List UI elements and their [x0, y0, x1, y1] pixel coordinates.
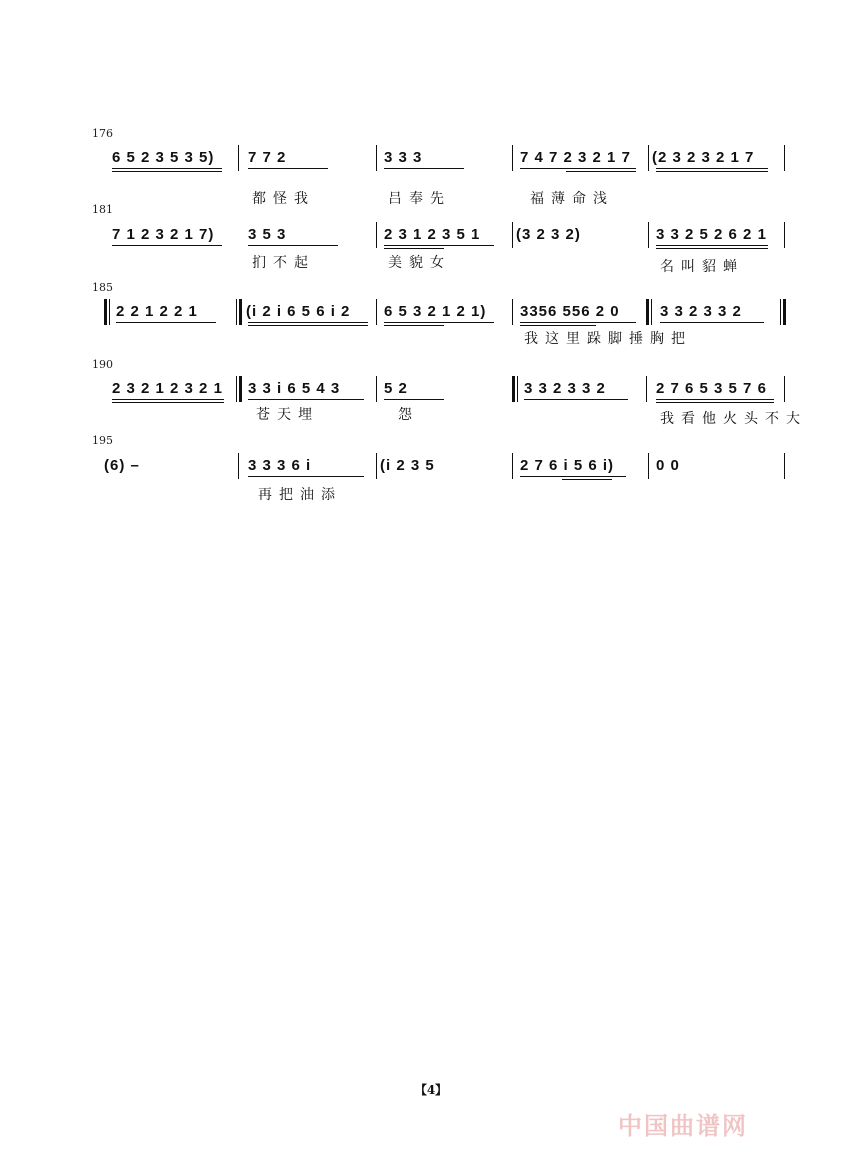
barline [376, 299, 377, 325]
repeat-barline [236, 376, 237, 402]
notes-measure: 3 3 2 3 3 2 [660, 303, 742, 320]
barline [648, 222, 649, 248]
notes-measure: 7 4 7 2 3 2 1 7 [520, 149, 631, 166]
notes-measure: 6 5 2 3 5 3 5) [112, 149, 215, 166]
barline [238, 145, 239, 171]
barline [512, 299, 513, 325]
barline [376, 145, 377, 171]
underline [656, 399, 774, 400]
notes-measure: 3 3 2 3 3 2 [524, 380, 606, 397]
measure-number: 176 [92, 127, 113, 140]
underline [384, 322, 494, 323]
notes-measure: 5 2 [384, 380, 408, 397]
notes-measure: 6 5 3 2 1 2 1) [384, 303, 487, 320]
underline [384, 248, 444, 249]
notes-measure: 3 3 2 5 2 6 2 1 [656, 226, 767, 243]
lyrics: 苍天埋 [256, 407, 319, 423]
notes-measure: 3 3 3 6 i [248, 457, 312, 474]
lyrics: 扪不起 [252, 255, 315, 271]
notes-measure: (i 2 i 6 5 6 i 2 [246, 303, 351, 320]
underline [112, 168, 222, 169]
underline [112, 171, 222, 172]
notes-measure: 3 3 3 [384, 149, 423, 166]
underline [562, 479, 612, 480]
watermark: 中国曲谱网 [618, 1112, 748, 1140]
notes-measure: (6) – [104, 457, 140, 474]
repeat-barline [236, 299, 237, 325]
underline [248, 322, 368, 323]
barline [648, 145, 649, 171]
repeat-barline [517, 376, 518, 402]
notes-measure: (2 3 2 3 2 1 7 [652, 149, 755, 166]
underline [520, 325, 596, 326]
lyrics: 美貌女 [388, 255, 451, 271]
underline [656, 402, 774, 403]
notes-measure: 7 1 2 3 2 1 7) [112, 226, 215, 243]
repeat-barline [646, 376, 647, 402]
lyrics: 再把油添 [258, 487, 342, 503]
underline [520, 168, 636, 169]
lyrics: 吕奉先 [388, 191, 451, 207]
barline [238, 453, 239, 479]
barline [512, 145, 513, 171]
underline [248, 245, 338, 246]
notes-measure: 2 3 1 2 3 5 1 [384, 226, 481, 243]
lyrics: 名叫貂蝉 [660, 259, 744, 275]
barline [376, 222, 377, 248]
underline [384, 399, 444, 400]
barline [376, 453, 377, 479]
lyrics: 怨 [398, 407, 419, 423]
underline [248, 325, 368, 326]
measure-number: 195 [92, 434, 113, 447]
barline [512, 453, 513, 479]
repeat-barline [239, 376, 242, 402]
underline [116, 322, 216, 323]
underline [656, 171, 768, 172]
measure-number: 181 [92, 203, 113, 216]
notes-measure: 2 2 1 2 2 1 [116, 303, 198, 320]
barline [784, 376, 785, 402]
notes-measure: (3 2 3 2) [516, 226, 581, 243]
underline [384, 245, 494, 246]
underline [384, 325, 444, 326]
repeat-barline [780, 299, 781, 325]
underline [524, 399, 628, 400]
notes-measure: 2 7 6 5 3 5 7 6 [656, 380, 767, 397]
underline [520, 476, 626, 477]
repeat-barline [104, 299, 107, 325]
underline [384, 168, 464, 169]
underline [248, 168, 328, 169]
repeat-barline [651, 299, 652, 325]
notes-measure: 0 0 [656, 457, 680, 474]
notes-measure: (i 2 3 5 [380, 457, 435, 474]
barline [784, 145, 785, 171]
underline [520, 322, 636, 323]
notes-measure: 2 7 6 i 5 6 i) [520, 457, 615, 474]
barline [784, 453, 785, 479]
underline [112, 402, 224, 403]
lyrics: 我看他火头不大 [660, 411, 807, 427]
underline [112, 399, 224, 400]
underline [656, 168, 768, 169]
underline [248, 399, 364, 400]
repeat-barline [646, 299, 649, 325]
notes-measure: 2 3 2 1 2 3 2 1 [112, 380, 223, 397]
measure-number: 190 [92, 358, 113, 371]
repeat-barline [783, 299, 786, 325]
barline [512, 222, 513, 248]
barline [376, 376, 377, 402]
lyrics: 我这里跺脚捶胸把 [524, 331, 692, 347]
underline [112, 245, 222, 246]
repeat-barline [512, 376, 515, 402]
notes-measure: 3356 556 2 0 [520, 303, 620, 320]
underline [656, 248, 768, 249]
lyrics: 福薄命浅 [530, 191, 614, 207]
repeat-barline [239, 299, 242, 325]
measure-number: 185 [92, 281, 113, 294]
underline [656, 245, 768, 246]
underline [566, 171, 636, 172]
notes-measure: 3 5 3 [248, 226, 287, 243]
notes-measure: 3 3 i 6 5 4 3 [248, 380, 341, 397]
barline [648, 453, 649, 479]
lyrics: 都怪我 [252, 191, 315, 207]
underline [248, 476, 364, 477]
notes-measure: 7 7 2 [248, 149, 287, 166]
repeat-barline [109, 299, 110, 325]
underline [660, 322, 764, 323]
page-number: 【4】 [414, 1083, 448, 1097]
barline [784, 222, 785, 248]
